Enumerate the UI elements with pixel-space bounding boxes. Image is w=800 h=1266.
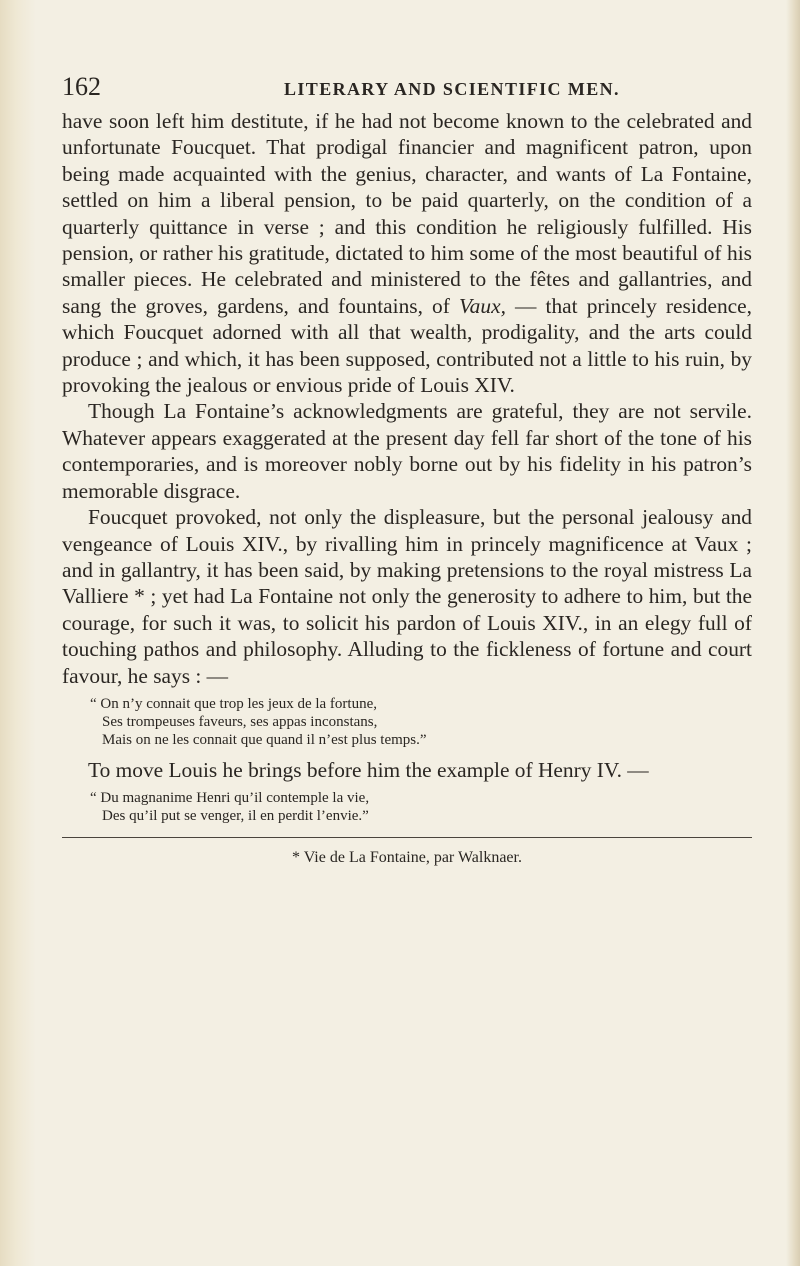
page-edge-left [0, 0, 36, 1266]
paragraph-3: Foucquet provoked, not only the displeasure, but the personal jealousy and vengeance of Louis XIV., by rivalling him in princely magnificence at Vaux ; and in gallantry, it has been said, by making pretensions to the royal mistress La Valliere * ; yet had La Fontaine not only the generosity to adhere to him, but the courage, for such it was, to solicit his pardon of Louis XIV., in an elegy full of touching pathos and philosophy. Alluding to the fickleness of fortune and court favour, he says : — [62, 505, 752, 688]
page-edge-right [786, 0, 800, 1266]
book-page [62, 72, 752, 868]
paragraph-4: To move Louis he brings before him the example of Henry IV. — [88, 757, 649, 782]
paragraph-1-end: — that princely residence, which Foucquet adorned with all that wealth, prodigality, and the arts could produce ; and which, it has been supposed, contributed not a little to his ruin, by provoking the jealous or envious pride of Louis XIV. [62, 293, 752, 398]
verse-line: Mais on ne les connait que quand il n’est plus temps.” [102, 731, 427, 748]
footnote: * Vie de La Fontaine, par Walknaer. [292, 849, 522, 867]
verse-quote-1 [90, 695, 752, 749]
running-title: LITERARY AND SCIENTIFIC MEN. [284, 79, 620, 99]
verse-line: “ Du magnanime Henri qu’il contemple la vie, [90, 790, 370, 807]
body-text [62, 108, 752, 825]
page-number: 162 [62, 72, 101, 101]
verse-line: “ On n’y connait que trop les jeux de la fortune, [90, 695, 377, 712]
footnote-divider [62, 837, 752, 838]
paragraph-2: Though La Fontaine’s acknowledgments are grateful, they are not servile. Whatever appears exaggerated at the present day fell far short of the tone of his contemporaries, and is moreover nobly borne out by his fidelity in his patron’s memorable disgrace. [62, 399, 752, 503]
vaux-italic: Vaux, [458, 293, 506, 318]
paragraph-1-text: have soon left him destitute, if he had not become known to the celebrated and unfortunate Foucquet. That prodigal financier and magnificent patron, upon being made acquainted with the genius, character, and wants of La Fontaine, settled on him a liberal pension, to be paid quarterly, on the condition of a quarterly quittance in verse ; and this condition he religiously fulfilled. His pension, or rather his gratitude, dictated to him some of the most beautiful of his smaller pieces. He celebrated and ministered to the fêtes and gallantries, and sang the groves, gardens, and fountains, of [62, 109, 752, 318]
verse-quote-2 [90, 789, 752, 825]
running-head [62, 72, 752, 108]
verse-line: Ses trompeuses faveurs, ses appas inconstans, [102, 713, 378, 730]
paragraph-1 [62, 108, 752, 398]
verse-line: Des qu’il put se venger, il en perdit l’envie.” [102, 808, 369, 825]
